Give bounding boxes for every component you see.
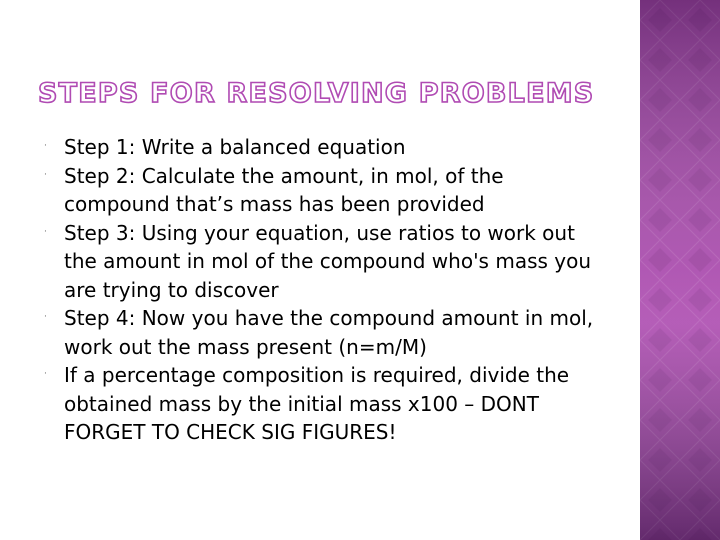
- bullet-text: Step 1: Write a balanced equation: [64, 135, 406, 159]
- bullet-item: [44, 162, 604, 219]
- bullet-item: [44, 219, 604, 305]
- bullet-text: If a percentage composition is required, divide the obtained mass by the initial mass x100 – DONT FORGET TO CHECK SIG FIGURES!: [64, 363, 570, 444]
- bullet-item: [44, 304, 604, 361]
- bullet-text: Step 3: Using your equation, use ratios to work out the amount in mol of the compound who's mass you are trying to discover: [64, 220, 592, 302]
- small-bullet-icon: ·: [44, 141, 47, 151]
- bullet-item: [44, 361, 604, 447]
- decorative-side-panel: [640, 0, 720, 540]
- small-bullet-icon: ·: [44, 312, 47, 322]
- bullet-text: Step 2: Calculate the amount, in mol, of the compound that’s mass has been provided: [64, 163, 504, 216]
- small-bullet-icon: ·: [44, 169, 47, 180]
- slide-title: STEPS FOR RESOLVING PROBLEMS: [38, 78, 595, 109]
- bullet-text: Step 4: Now you have the compound amount in mol, work out the mass present (n=m/M): [64, 306, 594, 359]
- bullet-item: [44, 133, 604, 162]
- small-bullet-icon: ·: [44, 226, 47, 237]
- bullet-list: [44, 133, 604, 447]
- diamond-pattern: [640, 0, 720, 540]
- small-bullet-icon: ·: [44, 369, 47, 379]
